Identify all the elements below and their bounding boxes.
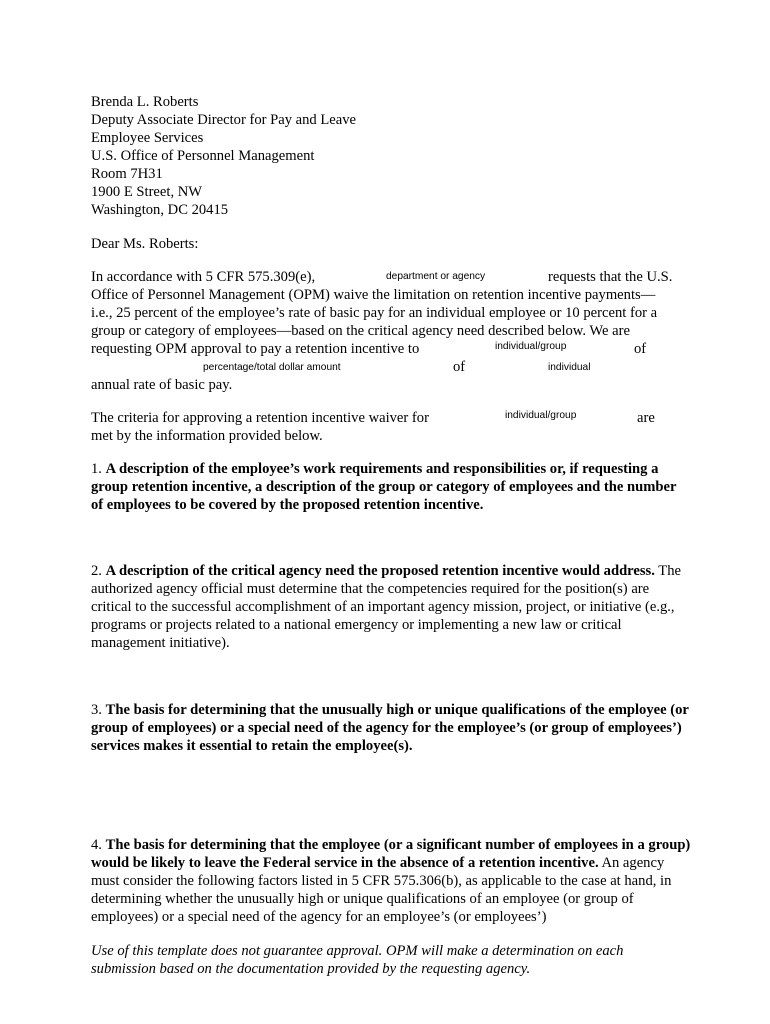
criteria-line-1-end: are bbox=[637, 410, 655, 426]
intro-line-7: annual rate of basic pay. bbox=[91, 377, 233, 393]
criteria-line-2: met by the information provided below. bbox=[91, 428, 323, 444]
department-or-agency-field[interactable]: department or agency bbox=[386, 271, 486, 282]
criteria-individual-group-field[interactable]: individual/group bbox=[505, 410, 577, 421]
percentage-amount-field[interactable]: percentage/total dollar amount bbox=[203, 362, 341, 373]
individual-field[interactable]: individual bbox=[548, 362, 591, 373]
item-4-body: An agency must consider the following factors listed in 5 CFR 575.306(b), as applicable to the case at hand, in determining whether the unusually high or unique qualifications of an employee (or group of employees) or a special need of the agency for an employee’s (or employees’) bbox=[91, 855, 672, 925]
addressee-division: Employee Services bbox=[91, 130, 204, 146]
disclaimer: Use of this template does not guarantee approval. OPM will make a determination on each submission based on the documentation provided by the requesting agency. bbox=[91, 943, 624, 977]
item-1 bbox=[91, 460, 691, 514]
addressee-city: Washington, DC 20415 bbox=[91, 202, 229, 218]
item-4 bbox=[91, 836, 691, 926]
intro-line-3: i.e., 25 percent of the employee’s rate of basic pay for an individual employee or 10 percent for a bbox=[91, 305, 658, 321]
intro-line-4: group or category of employees—based on the critical agency need described below. We are bbox=[91, 323, 630, 339]
intro-line-6-of: of bbox=[453, 359, 466, 375]
item-4-heading: The basis for determining that the employee (or a significant number of employees in a group) would be likely to leave the Federal service in the absence of a retention incentive. bbox=[91, 837, 691, 871]
item-1-heading: A description of the employee’s work requirements and responsibilities or, if requesting a group retention incentive, a description of the group or category of employees and the number of employees to be covered by the proposed retention incentive. bbox=[91, 461, 677, 513]
intro-line-1-end: requests that the U.S. bbox=[548, 269, 673, 285]
item-4-number: 4. bbox=[91, 837, 102, 853]
intro-line-1-start: In accordance with 5 CFR 575.309(e), bbox=[91, 269, 316, 285]
addressee-street: 1900 E Street, NW bbox=[91, 184, 203, 200]
intro-line-2: Office of Personnel Management (OPM) waive the limitation on retention incentive payments— bbox=[91, 287, 656, 303]
individual-group-field[interactable]: individual/group bbox=[495, 341, 567, 352]
intro-line-5-end: of bbox=[634, 341, 647, 357]
item-2-heading: A description of the critical agency need the proposed retention incentive would address. bbox=[105, 563, 655, 579]
intro-line-5-start: requesting OPM approval to pay a retention incentive to bbox=[91, 341, 420, 357]
item-2-body: The authorized agency official must determine that the competencies required for the position(s) are critical to the successful accomplishment of an important agency mission, project, or initiative (e.g., programs or projects related to a national emergency or implementing a new law or critical management initiative). bbox=[91, 563, 681, 651]
item-2 bbox=[91, 562, 691, 652]
item-2-number: 2. bbox=[91, 563, 102, 579]
item-1-number: 1. bbox=[91, 461, 102, 477]
criteria-line-1-start: The criteria for approving a retention incentive waiver for bbox=[91, 410, 429, 426]
addressee-title: Deputy Associate Director for Pay and Leave bbox=[91, 112, 357, 128]
addressee-office: U.S. Office of Personnel Management bbox=[91, 148, 315, 164]
item-3 bbox=[91, 701, 691, 755]
addressee-name: Brenda L. Roberts bbox=[91, 94, 199, 110]
addressee-room: Room 7H31 bbox=[91, 166, 163, 182]
item-3-heading: The basis for determining that the unusually high or unique qualifications of the employee (or group of employees) or a special need of the agency for the employee’s (or group of employees’) services makes it essential to retain the employee(s). bbox=[91, 702, 689, 754]
salutation: Dear Ms. Roberts: bbox=[91, 236, 199, 252]
item-3-number: 3. bbox=[91, 702, 102, 718]
